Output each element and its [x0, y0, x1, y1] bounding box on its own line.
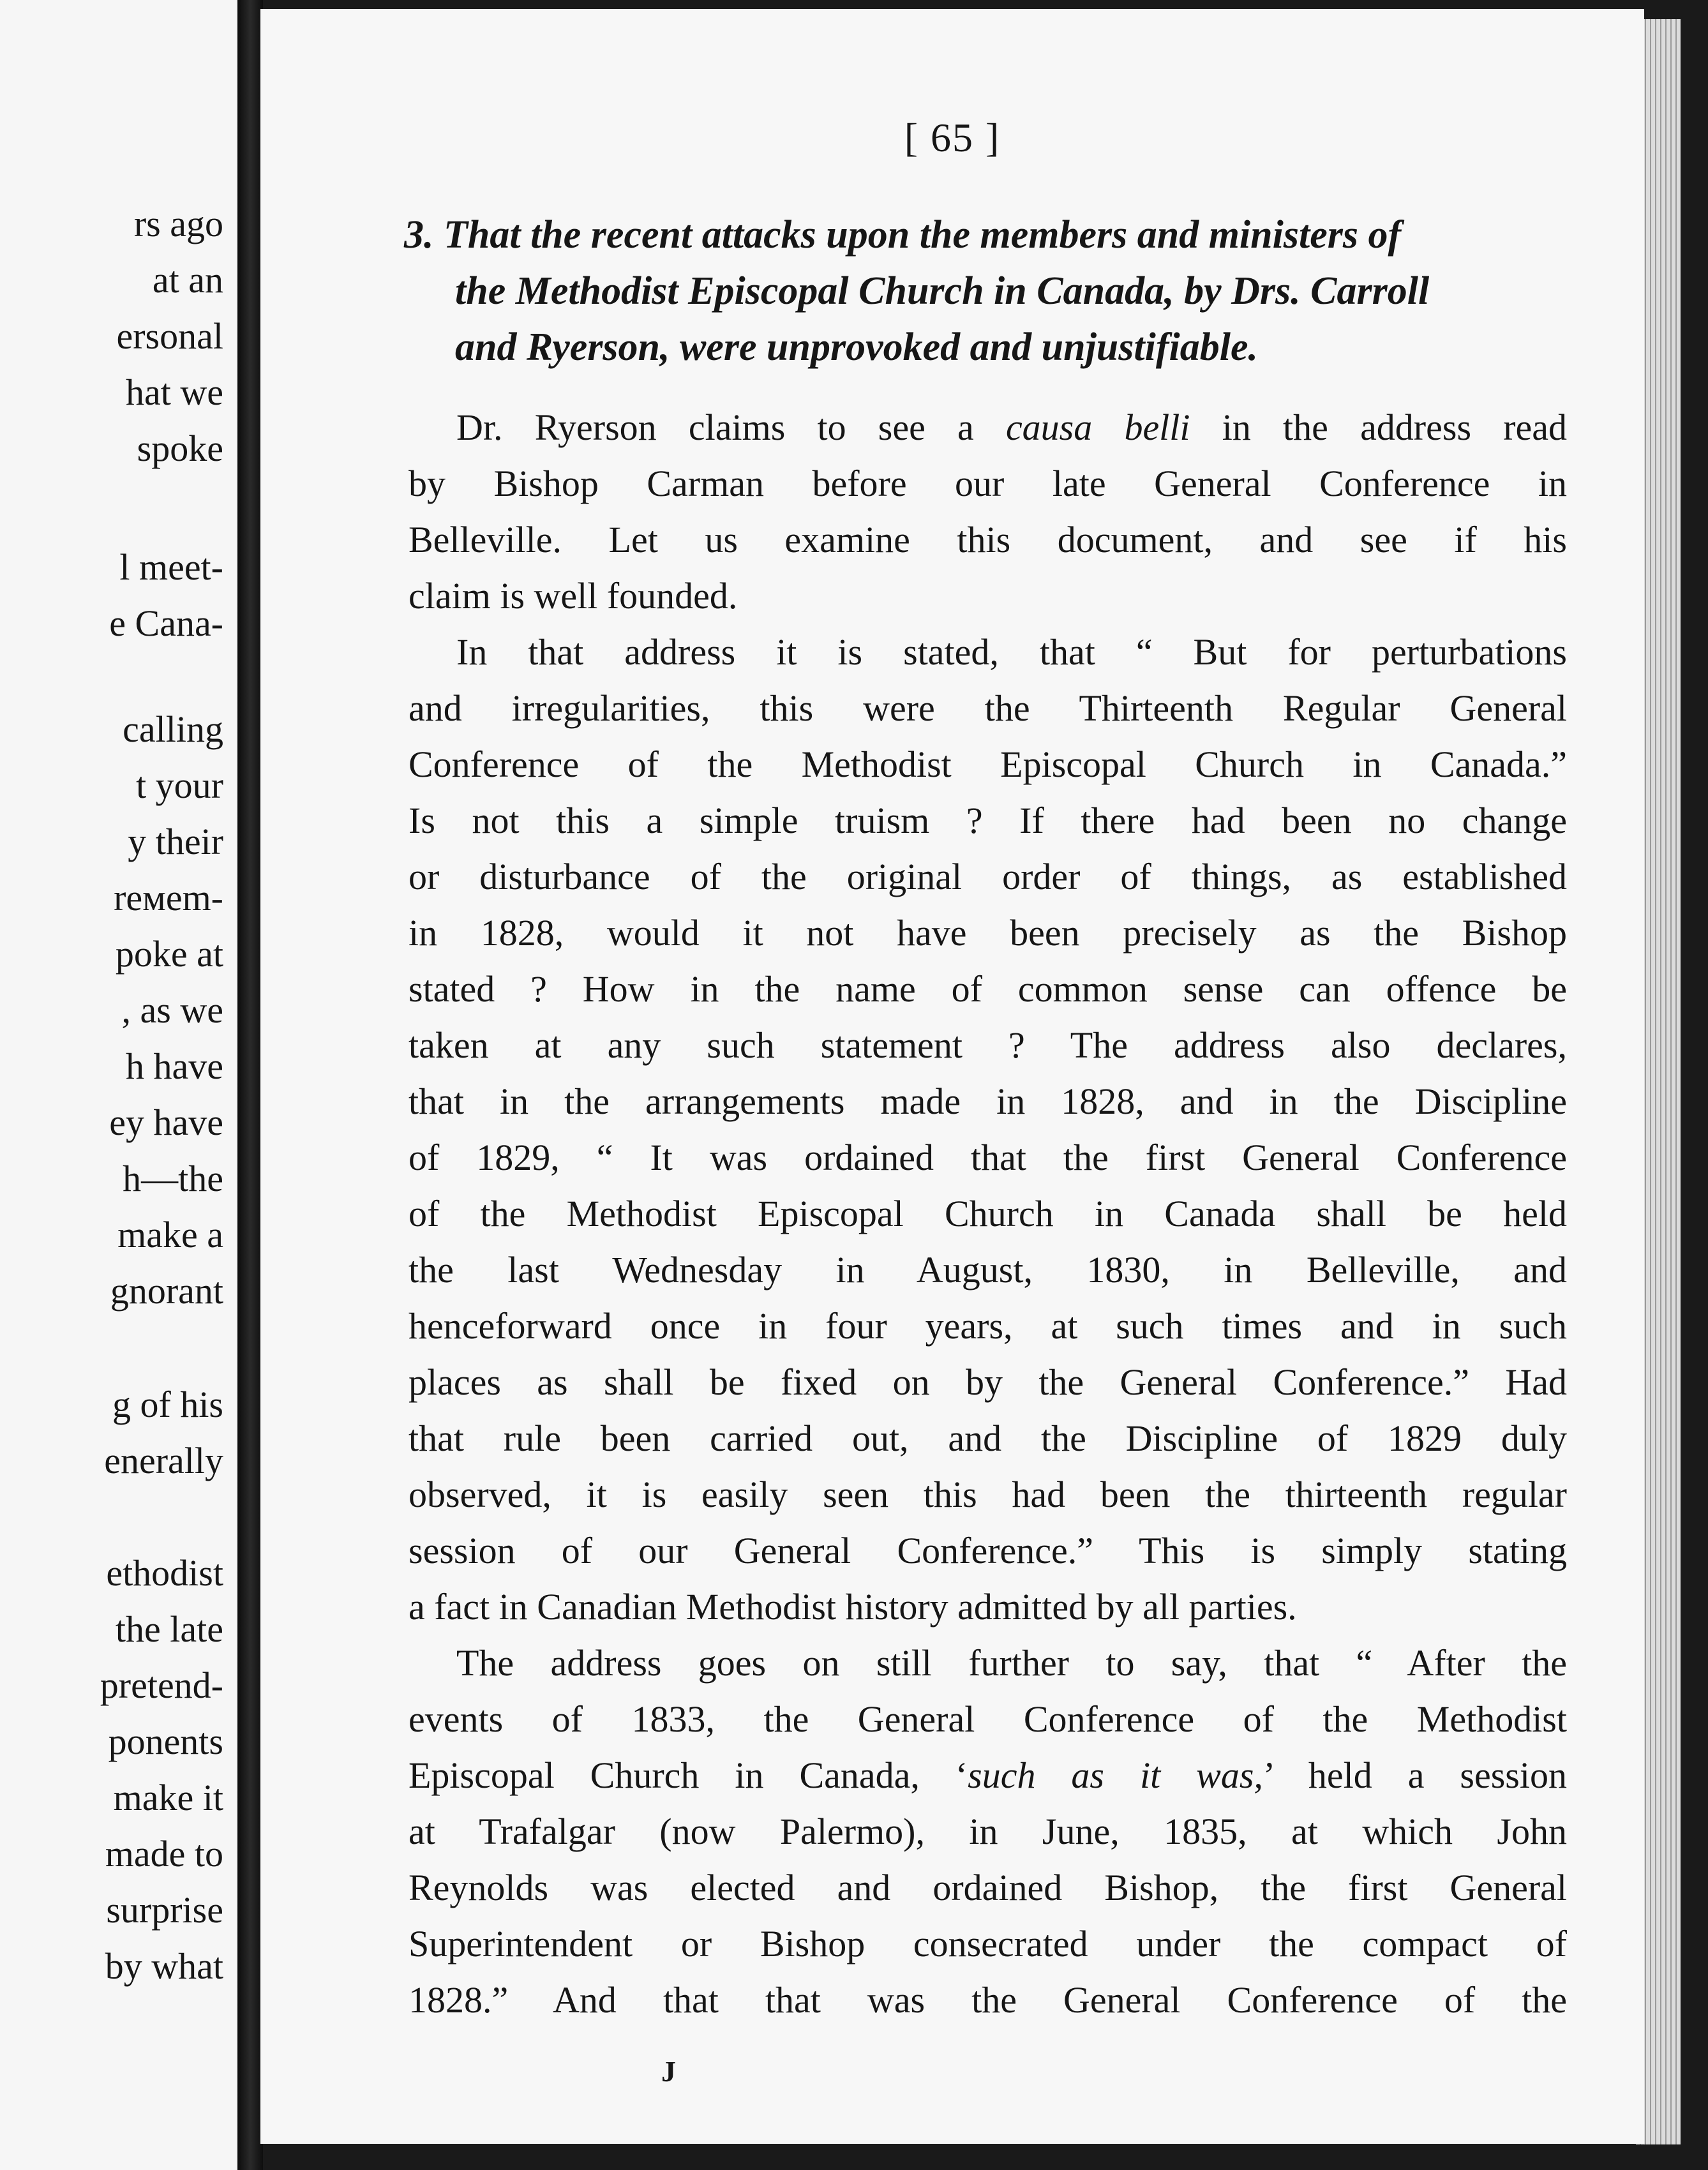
body-line: Superintendent or Bishop consecrated under the compact of — [408, 1923, 1567, 1964]
body-text — [408, 400, 1567, 2028]
text-run: ’ held a session — [1262, 1755, 1567, 1796]
body-line: and irregularities, this were the Thirteenth Regular General — [408, 687, 1567, 729]
body-line: claim is well founded. — [408, 575, 738, 617]
left-page-line: reмem- — [114, 877, 223, 918]
body-line: In that address it is stated, that “ But for perturbations — [456, 631, 1567, 673]
left-page-line: at an — [152, 259, 223, 301]
left-page-line: , as we — [121, 989, 223, 1031]
left-page-line: by what — [105, 1945, 223, 1987]
left-page-line: gnorant — [110, 1270, 223, 1312]
body-line: places as shall be fixed on by the General Conference.” Had — [408, 1361, 1567, 1403]
italic-phrase: causa belli — [1005, 407, 1190, 448]
body-line: the last Wednesday in August, 1830, in Belleville, and — [408, 1249, 1567, 1291]
left-page-line: surprise — [106, 1889, 223, 1931]
body-line — [408, 400, 1567, 456]
section-heading — [404, 207, 1566, 375]
left-page-fragment — [0, 0, 237, 2170]
left-page-line: l meet- — [119, 546, 223, 588]
heading-line: 3. That the recent attacks upon the members and ministers of — [404, 213, 1402, 257]
body-line: 1828.” And that that was the General Conference of the — [408, 1979, 1567, 2021]
left-page-line: make a — [117, 1214, 223, 1255]
body-line: observed, it is easily seen this had been the thirteenth regular — [408, 1474, 1567, 1515]
left-page-line: spoke — [137, 428, 223, 469]
body-line: taken at any such statement ? The address also declares, — [408, 1024, 1567, 1066]
heading-line: and Ryerson, were unprovoked and unjustifiable. — [455, 326, 1258, 369]
signature-mark: J — [661, 2055, 676, 2088]
body-line: Conference of the Methodist Episcopal Church in Canada.” — [408, 744, 1567, 785]
italic-phrase: such as it was, — [968, 1755, 1263, 1796]
left-page-line: ponents — [108, 1721, 223, 1762]
left-page-line: ersonal — [116, 315, 223, 357]
body-line: stated ? How in the name of common sense can offence be — [408, 968, 1567, 1010]
left-page-line: h—the — [123, 1158, 223, 1199]
left-page-line: y their — [128, 821, 223, 862]
left-page-line: g of his — [112, 1384, 223, 1425]
left-page-line: poke at — [115, 933, 223, 975]
left-page-line: e Cana- — [109, 602, 223, 644]
body-line: that in the arrangements made in 1828, and in the Discipline — [408, 1081, 1567, 1122]
left-page-line: h have — [126, 1045, 223, 1087]
left-page-line: calling — [123, 708, 223, 750]
book-gutter — [237, 0, 263, 2170]
text-run: Episcopal Church in Canada, ‘ — [408, 1755, 968, 1796]
body-line: Belleville. Let us examine this document, and see if his — [408, 519, 1567, 560]
text-run: in the address read — [1190, 407, 1567, 448]
body-line: of the Methodist Episcopal Church in Canada shall be held — [408, 1193, 1567, 1234]
body-line: of 1829, “ It was ordained that the first General Conference — [408, 1137, 1567, 1178]
body-line: in 1828, would it not have been precisely as the Bishop — [408, 912, 1567, 954]
heading-line: the Methodist Episcopal Church in Canada, by Drs. Carroll — [455, 269, 1430, 313]
body-line: at Trafalgar (now Palermo), in June, 1835, at which John — [408, 1811, 1567, 1852]
body-line: henceforward once in four years, at such times and in such — [408, 1305, 1567, 1347]
body-line — [408, 1747, 1567, 1804]
left-page-line: pretend- — [100, 1665, 223, 1706]
body-line: that rule been carried out, and the Discipline of 1829 duly — [408, 1418, 1567, 1459]
body-line: Is not this a simple truism ? If there had been no change — [408, 800, 1567, 841]
right-page — [260, 9, 1644, 2144]
left-page-line: hat we — [126, 371, 223, 413]
left-page-line: ethodist — [106, 1552, 223, 1594]
left-page-line: enerally — [104, 1440, 223, 1481]
text-run: Dr. Ryerson claims to see a — [456, 407, 1006, 448]
body-line: Reynolds was elected and ordained Bishop, the first General — [408, 1867, 1567, 1908]
left-page-line: t your — [136, 765, 223, 806]
left-page-line: rs ago — [133, 203, 223, 244]
body-line: a fact in Canadian Methodist history admitted by all parties. — [408, 1586, 1297, 1627]
body-line: events of 1833, the General Conference of the Methodist — [408, 1698, 1567, 1740]
body-line: or disturbance of the original order of things, as established — [408, 856, 1567, 897]
body-line: session of our General Conference.” This is simply stating — [408, 1530, 1567, 1571]
page-number: [ 65 ] — [904, 115, 1001, 160]
left-page-line: ey have — [109, 1102, 223, 1143]
left-page-line: make it — [113, 1777, 223, 1818]
left-page-line: made to — [105, 1833, 223, 1874]
body-line: by Bishop Carman before our late General Conference in — [408, 463, 1567, 504]
body-line: The address goes on still further to say, that “ After the — [456, 1642, 1567, 1684]
left-page-line: the late — [115, 1608, 223, 1650]
